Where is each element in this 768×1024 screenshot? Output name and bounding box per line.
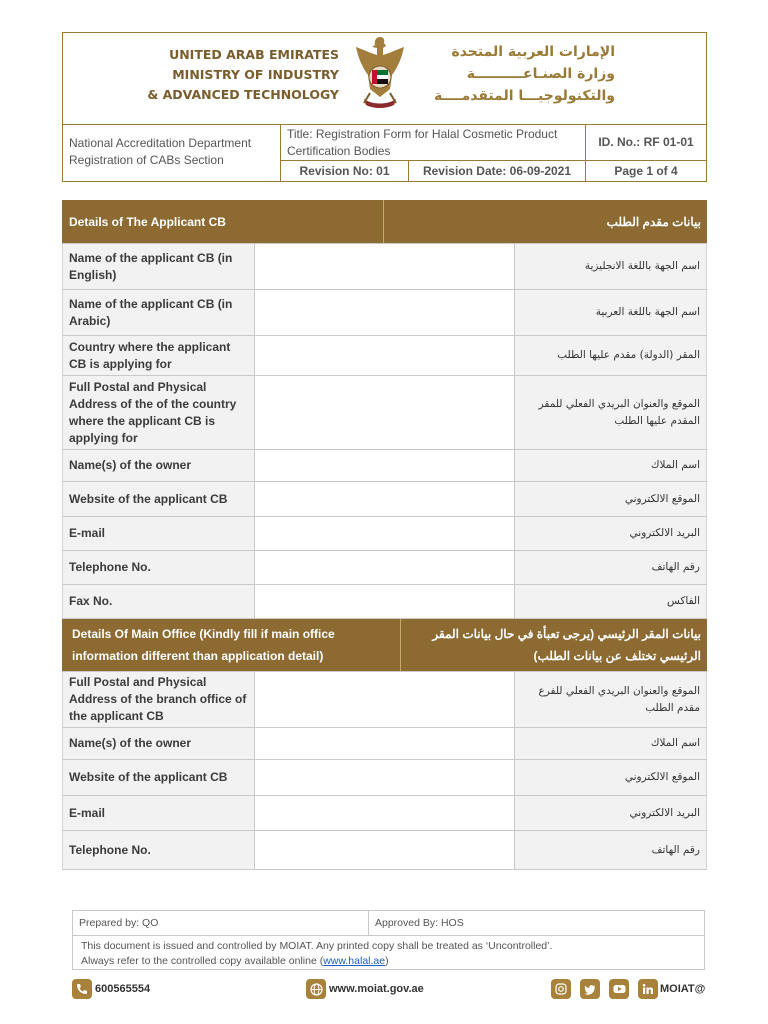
halal-link[interactable]: www.halal.ae	[323, 955, 386, 967]
form-row	[62, 831, 707, 870]
field-label: Name of the applicant CB (in English)	[63, 244, 255, 289]
section-title-en: Details Of Main Office (Kindly fill if main office information different than application detail)	[72, 627, 335, 663]
field-label: Name of the applicant CB (in Arabic)	[63, 290, 255, 335]
title-line-2: Certification Bodies	[287, 144, 391, 158]
phone-icon	[72, 979, 92, 999]
ministry-name-en	[63, 45, 339, 105]
field-label-ar: الفاكس	[515, 585, 706, 618]
field-label: Full Postal and Physical Address of the branch office of the applicant CB	[63, 672, 255, 727]
notice-line-2	[81, 954, 696, 969]
twitter-icon[interactable]	[580, 979, 600, 999]
form-row	[62, 336, 707, 376]
form-row	[62, 482, 707, 517]
cb-name-arabic-input[interactable]	[255, 290, 515, 335]
field-label: Telephone No.	[63, 551, 255, 584]
applicant-form	[62, 200, 707, 870]
section-title-en: Details of The Applicant CB	[62, 200, 384, 243]
document-header	[62, 32, 707, 182]
field-label-ar: المقر (الدولة) مقدم عليها الطلب	[515, 336, 706, 375]
header-info	[63, 125, 706, 181]
field-label: Country where the applicant CB is applying for	[63, 336, 255, 375]
field-label: Telephone No.	[63, 831, 255, 869]
main-email-input[interactable]	[255, 796, 515, 830]
fax-input[interactable]	[255, 585, 515, 618]
ministry-line-3: & ADVANCED TECHNOLOGY	[147, 87, 339, 102]
approved-by: Approved By: HOS	[369, 911, 704, 936]
department-name: National Accreditation Department	[69, 136, 252, 150]
field-label-ar: رقم الهاتف	[515, 551, 706, 584]
website-url[interactable]: www.moiat.gov.ae	[329, 983, 424, 995]
phone-contact	[72, 978, 150, 1000]
notice-suffix: )	[385, 955, 389, 967]
social-contact	[551, 978, 705, 1000]
ministry-line-2: MINISTRY OF INDUSTRY	[172, 67, 339, 82]
revision-number: Revision No: 01	[281, 160, 409, 181]
field-label-ar: الموقع والعنوان البريدي الفعلي للفرع مقدم الطلب	[515, 672, 706, 727]
form-row	[62, 551, 707, 585]
field-label: Website of the applicant CB	[63, 760, 255, 795]
form-row	[62, 728, 707, 760]
page-number: Page 1 of 4	[586, 160, 706, 181]
owner-names-input[interactable]	[255, 450, 515, 481]
cb-name-english-input[interactable]	[255, 244, 515, 289]
youtube-icon[interactable]	[609, 979, 629, 999]
field-label-ar: اسم الملاك	[515, 728, 706, 759]
field-label: E-mail	[63, 796, 255, 830]
branch-address-input[interactable]	[255, 672, 515, 727]
document-id: ID. No.: RF 01-01	[598, 135, 694, 149]
field-label-ar: البريد الالكتروني	[515, 796, 706, 830]
department-cell	[63, 125, 281, 181]
field-label-ar: اسم الجهة باللغة الانجليزية	[515, 244, 706, 289]
phone-number: 600565554	[95, 983, 151, 995]
form-row	[62, 376, 707, 450]
header-top	[63, 33, 706, 125]
section-name: Registration of CABs Section	[69, 153, 224, 167]
website-input[interactable]	[255, 482, 515, 516]
field-label-ar: البريد الالكتروني	[515, 517, 706, 550]
form-row	[62, 290, 707, 336]
field-label-ar: الموقع الالكتروني	[515, 760, 706, 795]
section-title-ar: بيانات مقدم الطلب	[606, 214, 701, 229]
main-website-input[interactable]	[255, 760, 515, 795]
postal-address-input[interactable]	[255, 376, 515, 449]
notice-prefix: Always refer to the controlled copy available online (	[81, 955, 324, 967]
field-label: Name(s) of the owner	[63, 728, 255, 759]
main-telephone-input[interactable]	[255, 831, 515, 869]
ministry-line-1: UNITED ARAB EMIRATES	[169, 47, 339, 62]
field-label-ar: اسم الملاك	[515, 450, 706, 481]
ministry-name-ar	[425, 41, 615, 107]
field-label: Name(s) of the owner	[63, 450, 255, 481]
field-label: Full Postal and Physical Address of the of the country where the applicant CB is applying for	[63, 376, 255, 449]
revision-date: Revision Date: 06-09-2021	[409, 160, 586, 181]
form-row	[62, 517, 707, 551]
section-title-ar: بيانات المقر الرئيسي (يرجى تعبأة في حال بيانات المقر الرئيسي تختلف عن بيانات الطلب)	[400, 619, 707, 671]
telephone-input[interactable]	[255, 551, 515, 584]
form-row	[62, 672, 707, 728]
field-label: Website of the applicant CB	[63, 482, 255, 516]
instagram-icon[interactable]	[551, 979, 571, 999]
notice-line-1: This document is issued and controlled by MOIAT. Any printed copy shall be treated as ‘Uncontrolled’.	[81, 940, 553, 952]
field-label-ar: الموقع الالكتروني	[515, 482, 706, 516]
email-input[interactable]	[255, 517, 515, 550]
main-owner-names-input[interactable]	[255, 728, 515, 759]
field-label-ar: الموقع والعنوان البريدي الفعلي للمقر المقدم عليها الطلب	[515, 376, 706, 449]
ministry-ar-line-1: الإمارات العربية المتحدة	[451, 44, 615, 60]
prepared-by: Prepared by: QO	[73, 911, 369, 936]
uae-emblem-icon	[350, 33, 410, 111]
form-row	[62, 450, 707, 482]
document-footer	[72, 910, 705, 970]
title-line-1: Title: Registration Form for Halal Cosmetic Product	[287, 127, 558, 141]
form-row	[62, 760, 707, 796]
document-title	[281, 125, 586, 160]
field-label: E-mail	[63, 517, 255, 550]
form-row	[62, 585, 707, 619]
social-handle: MOIAT@	[660, 983, 706, 995]
field-label: Fax No.	[63, 585, 255, 618]
form-row	[62, 796, 707, 831]
social-icons	[551, 979, 660, 999]
field-label-ar: رقم الهاتف	[515, 831, 706, 869]
linkedin-icon[interactable]	[638, 979, 658, 999]
control-notice	[73, 936, 704, 972]
form-row	[62, 244, 707, 290]
country-input[interactable]	[255, 336, 515, 375]
field-label-ar: اسم الجهة باللغة العربية	[515, 290, 706, 335]
globe-icon	[306, 979, 326, 999]
section-main-office-header	[62, 619, 707, 672]
ministry-ar-line-2: وزارة الصنـاعــــــــــة	[466, 66, 615, 82]
section-applicant-header	[62, 200, 707, 244]
ministry-ar-line-3: والتكنولوجيـــا المتقدمــــة	[433, 88, 615, 104]
website-contact	[306, 978, 424, 1000]
